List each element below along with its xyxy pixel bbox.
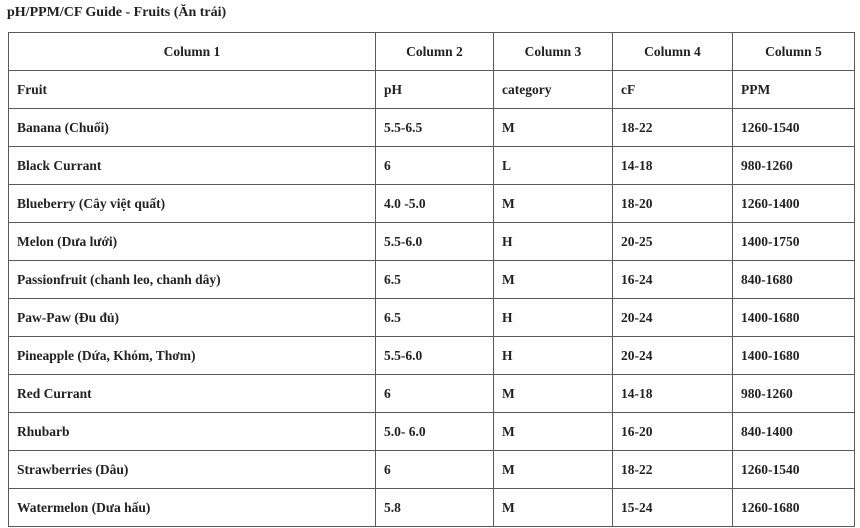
table-cell: pH <box>376 71 494 109</box>
column-header: Column 2 <box>376 33 494 71</box>
table-cell: category <box>494 71 613 109</box>
table-cell: 1260-1540 <box>733 451 855 489</box>
table-cell: cF <box>613 71 733 109</box>
table-cell: Banana (Chuối) <box>9 109 376 147</box>
table-row <box>9 375 855 413</box>
table-cell: Paw-Paw (Đu đủ) <box>9 299 376 337</box>
table-row <box>9 413 855 451</box>
table-cell: Strawberries (Dâu) <box>9 451 376 489</box>
page-title: pH/PPM/CF Guide - Fruits (Ăn trái) <box>7 5 227 20</box>
table-cell: 14-18 <box>613 375 733 413</box>
table-cell: M <box>494 375 613 413</box>
table-cell: M <box>494 261 613 299</box>
table-cell: 20-24 <box>613 337 733 375</box>
table-cell: 5.8 <box>376 489 494 527</box>
table-cell: 20-25 <box>613 223 733 261</box>
table-cell: 14-18 <box>613 147 733 185</box>
table-row <box>9 185 855 223</box>
table-row <box>9 261 855 299</box>
table-cell: 4.0 -5.0 <box>376 185 494 223</box>
table-cell: 6 <box>376 375 494 413</box>
column-header: Column 5 <box>733 33 855 71</box>
table-cell: 840-1680 <box>733 261 855 299</box>
table-cell: Rhubarb <box>9 413 376 451</box>
table-cell: 1400-1750 <box>733 223 855 261</box>
table-cell: 18-20 <box>613 185 733 223</box>
table-cell: 5.0- 6.0 <box>376 413 494 451</box>
table-cell: 15-24 <box>613 489 733 527</box>
table-cell: 1260-1680 <box>733 489 855 527</box>
table-row <box>9 109 855 147</box>
table-cell: M <box>494 451 613 489</box>
table-row <box>9 223 855 261</box>
table-cell: M <box>494 109 613 147</box>
table-cell: H <box>494 337 613 375</box>
table-cell: H <box>494 299 613 337</box>
column-header: Column 3 <box>494 33 613 71</box>
table-row <box>9 71 855 109</box>
table-cell: 6 <box>376 451 494 489</box>
table-cell: 6.5 <box>376 299 494 337</box>
table-cell: 5.5-6.0 <box>376 223 494 261</box>
table-cell: 18-22 <box>613 451 733 489</box>
table-cell: L <box>494 147 613 185</box>
table-cell: 840-1400 <box>733 413 855 451</box>
table-cell: M <box>494 413 613 451</box>
table-cell: Black Currant <box>9 147 376 185</box>
table-cell: 20-24 <box>613 299 733 337</box>
column-header: Column 4 <box>613 33 733 71</box>
table-cell: 5.5-6.0 <box>376 337 494 375</box>
fruit-guide-table <box>8 32 855 527</box>
table-cell: 980-1260 <box>733 147 855 185</box>
table-row <box>9 337 855 375</box>
table-cell: Blueberry (Cây việt quất) <box>9 185 376 223</box>
table-row <box>9 489 855 527</box>
table-cell: Fruit <box>9 71 376 109</box>
table-cell: 1260-1400 <box>733 185 855 223</box>
column-header: Column 1 <box>9 33 376 71</box>
table-cell: Pineapple (Dứa, Khóm, Thơm) <box>9 337 376 375</box>
table-cell: 5.5-6.5 <box>376 109 494 147</box>
table-cell: Red Currant <box>9 375 376 413</box>
table-row <box>9 299 855 337</box>
table-header-row <box>9 33 855 71</box>
table-cell: 980-1260 <box>733 375 855 413</box>
table-cell: M <box>494 185 613 223</box>
table-cell: Melon (Dưa lưới) <box>9 223 376 261</box>
table-cell: 16-20 <box>613 413 733 451</box>
table-cell: PPM <box>733 71 855 109</box>
table-cell: 1260-1540 <box>733 109 855 147</box>
table-row <box>9 147 855 185</box>
table-cell: 6.5 <box>376 261 494 299</box>
table-cell: H <box>494 223 613 261</box>
table-cell: 6 <box>376 147 494 185</box>
table-cell: 16-24 <box>613 261 733 299</box>
table-cell: Watermelon (Dưa hấu) <box>9 489 376 527</box>
table-cell: M <box>494 489 613 527</box>
table-cell: 18-22 <box>613 109 733 147</box>
table-cell: Passionfruit (chanh leo, chanh dây) <box>9 261 376 299</box>
table-cell: 1400-1680 <box>733 299 855 337</box>
table-cell: 1400-1680 <box>733 337 855 375</box>
table-row <box>9 451 855 489</box>
